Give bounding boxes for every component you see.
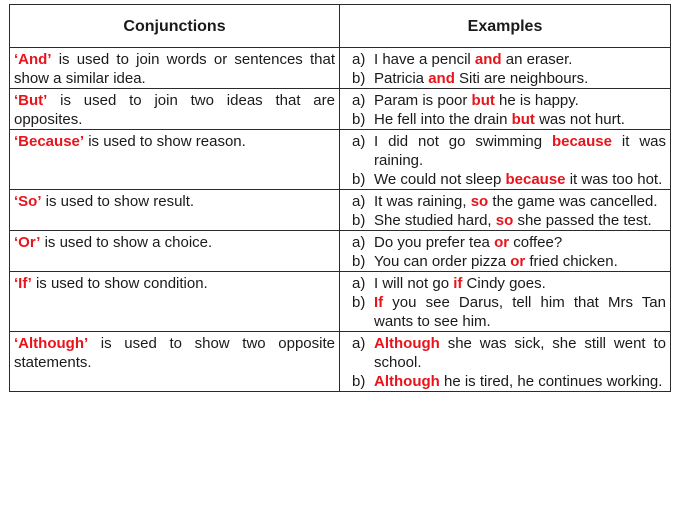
example-keyword: if [453,275,463,292]
example-item [344,211,666,230]
description-text: is used to join words or sentences that show a similar idea. [14,51,335,87]
example-keyword: because [551,133,612,150]
example-item [344,334,666,372]
example-item [344,50,666,69]
example-item [344,233,666,252]
example-keyword: If [374,294,384,311]
example-sentence [374,192,666,211]
example-keyword: but [511,111,535,128]
examples-cell [340,332,671,392]
example-keyword: or [510,253,526,270]
example-marker: b) [352,373,366,390]
example-sentence [374,211,666,230]
example-sentence [374,252,666,271]
example-text-before: Patricia [374,70,429,87]
example-marker: b) [352,253,366,270]
description-text: is used to show reason. [84,133,246,150]
example-marker: b) [352,171,366,188]
example-keyword: and [474,51,502,68]
example-keyword: or [494,234,510,251]
example-text-after: fried chicken. [525,253,618,270]
example-text-after: she passed the test. [513,212,652,229]
example-sentence [374,293,666,331]
example-sentence [374,69,666,88]
conjunction-keyword: ‘But’ [14,92,48,109]
table-row [10,231,671,272]
example-text-after: Cindy goes. [462,275,546,292]
example-marker: a) [352,193,366,210]
example-sentence [374,110,666,129]
example-item [344,170,666,189]
table-row [10,89,671,130]
example-text-before: We could not sleep [374,171,506,188]
example-sentence [374,274,666,293]
example-marker: b) [352,111,366,128]
description-text: is used to show condition. [31,275,208,292]
example-keyword: but [471,92,495,109]
conjunction-keyword: ‘If’ [14,275,32,292]
example-item [344,274,666,293]
example-keyword: and [428,70,455,87]
conjunction-keyword: ‘Or’ [14,234,41,251]
example-marker: b) [352,294,366,311]
examples-cell [340,89,671,130]
example-text-before: It was raining, [374,193,471,210]
conjunction-description [10,89,340,130]
example-text-after: an eraser. [501,51,573,68]
example-text-before: He fell into the drain [374,111,512,128]
table-row [10,190,671,231]
example-item [344,132,666,170]
example-text-before: You can order pizza [374,253,511,270]
example-text-before: She studied hard, [374,212,496,229]
example-text-after: coffee? [509,234,563,251]
example-marker: a) [352,133,366,150]
description-text: is used to show two opposite statements. [14,335,335,371]
example-item [344,372,666,391]
example-text-before: I will not go [374,275,454,292]
example-item [344,110,666,129]
example-text-before: I have a pencil [374,51,475,68]
example-item [344,69,666,88]
header-examples: Examples [340,5,671,48]
example-marker: a) [352,92,366,109]
table-row [10,272,671,332]
conjunction-keyword: ‘And’ [14,51,52,68]
example-sentence [374,91,666,110]
example-text-after: the game was cancelled. [488,193,658,210]
conjunction-description [10,48,340,89]
table-body [10,48,671,392]
conjunction-keyword: ‘Although’ [14,335,89,352]
example-item [344,192,666,211]
example-keyword: so [470,193,489,210]
examples-cell [340,130,671,190]
conjunction-description [10,231,340,272]
example-marker: b) [352,212,366,229]
description-text: is used to show result. [41,193,195,210]
table-row [10,130,671,190]
example-sentence [374,132,666,170]
example-keyword: Although [374,335,440,352]
example-item [344,293,666,331]
description-text: is used to show a choice. [40,234,213,251]
conjunction-keyword: ‘Because’ [14,133,85,150]
example-keyword: Although [374,373,440,390]
example-keyword: so [495,212,514,229]
table-row [10,48,671,89]
example-sentence [374,50,666,69]
example-text-after: was not hurt. [534,111,625,128]
example-text-before: Do you prefer tea [374,234,495,251]
example-sentence [374,233,666,252]
examples-cell [340,272,671,332]
example-item [344,91,666,110]
example-sentence [374,170,666,189]
header-row [10,5,671,48]
example-marker: a) [352,234,366,251]
conjunction-description [10,332,340,392]
example-text-before: I did not go swimming [374,133,552,150]
example-marker: a) [352,51,366,68]
example-text-after: you see Darus, tell him that Mrs Tan wants to see him. [374,294,666,330]
examples-cell [340,231,671,272]
example-marker: a) [352,335,366,352]
table-row [10,332,671,392]
header-conjunctions: Conjunctions [10,5,340,48]
examples-cell [340,190,671,231]
example-marker: a) [352,275,366,292]
conjunction-description [10,272,340,332]
conjunction-description [10,190,340,231]
conjunction-keyword: ‘So’ [14,193,42,210]
example-text-after: he is happy. [494,92,579,109]
conjunction-description [10,130,340,190]
example-sentence [374,334,666,372]
example-text-after: Siti are neighbours. [454,70,589,87]
conjunctions-table [9,4,671,392]
example-text-after: it was too hot. [565,171,663,188]
example-text-after: it was raining. [374,133,666,169]
examples-cell [340,48,671,89]
example-text-after: she was sick, she still went to school. [374,335,666,371]
example-text-after: he is tired, he continues working. [439,373,663,390]
example-item [344,252,666,271]
description-text: is used to join two ideas that are opposites. [14,92,335,128]
example-keyword: because [505,171,566,188]
example-marker: b) [352,70,366,87]
example-sentence [374,372,666,391]
example-text-before: Param is poor [374,92,472,109]
